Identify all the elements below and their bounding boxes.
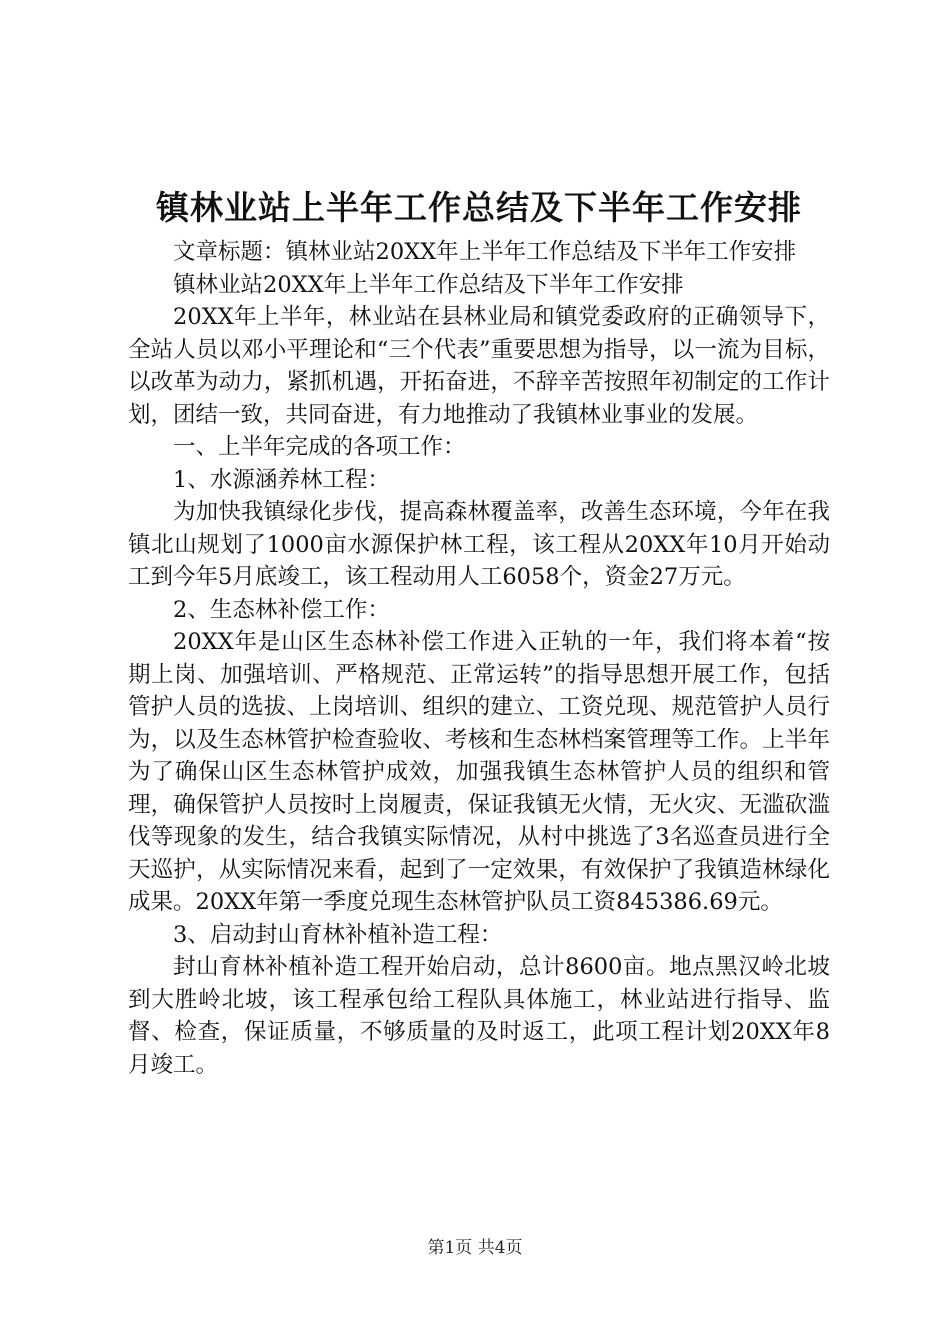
document-body (128, 236, 830, 1081)
item-heading-1: 1、水源涵养林工程： (173, 466, 390, 493)
document-page (128, 0, 830, 1344)
document-title: 镇林业站上半年工作总结及下半年工作安排 (156, 188, 802, 227)
article-title-line: 文章标题：镇林业站20XX年上半年工作总结及下半年工作安排 (173, 239, 797, 265)
item-paragraph-2: 20XX年是山区生态林补偿工作进入正轨的一年，我们将本着“按期上岗、加强培训、严格规范、正常运转”的指导思想开展工作，包括管护人员的选拔、上岗培训、组织的建立、工资兑现、规范管护人员行为，以及生态林管护检查验收、考核和生态林档案管理等工作。上半年为了确保山区生态林管护成效，加强我镇生态林管护人员的组织和管理，确保管护人员按时上岗履责，保证我镇无火情，无火灾、无滥砍滥伐等现象的发生，结合我镇实际情况，从村中挑选了3名巡查员进行全天巡护，从实际情况来看，起到了一定效果，有效保护了我镇造林绿化成果。20XX年第一季度兑现生态林管护队员工资845386.69元。 (128, 629, 830, 915)
item-paragraph-3: 封山育林补植补造工程开始启动，总计8600亩。地点黑汉岭北坡到大胜岭北坡，该工程承包给工程队具体施工，林业站进行指导、监督、检查，保证质量，不够质量的及时返工，此项工程计划20XX年8月竣工。 (128, 954, 830, 1078)
section-heading: 一、上半年完成的各项工作： (173, 434, 466, 460)
page-footer: 第1页 共4页 (427, 1238, 523, 1258)
subtitle-line: 镇林业站20XX年上半年工作总结及下半年工作安排 (173, 271, 684, 298)
item-paragraph-1: 为加快我镇绿化步伐，提高森林覆盖率，改善生态环境，今年在我镇北山规划了1000亩水源保护林工程，该工程从20XX年10月开始动工到今年5月底竣工，该工程动用人工6058个，资金27万元。 (128, 499, 830, 590)
intro-paragraph: 20XX年上半年，林业站在县林业局和镇党委政府的正确领导下，全站人员以邓小平理论和“三个代表”重要思想为指导，以一流为目标，以改革为动力，紧抓机遇，开拓奋进，不辞辛苦按照年初制定的工作计划，团结一致，共同奋进，有力地推动了我镇林业事业的发展。 (128, 304, 830, 428)
item-heading-2: 2、生态林补偿工作： (173, 596, 390, 623)
item-heading-3: 3、启动封山育林补植补造工程： (173, 921, 503, 948)
